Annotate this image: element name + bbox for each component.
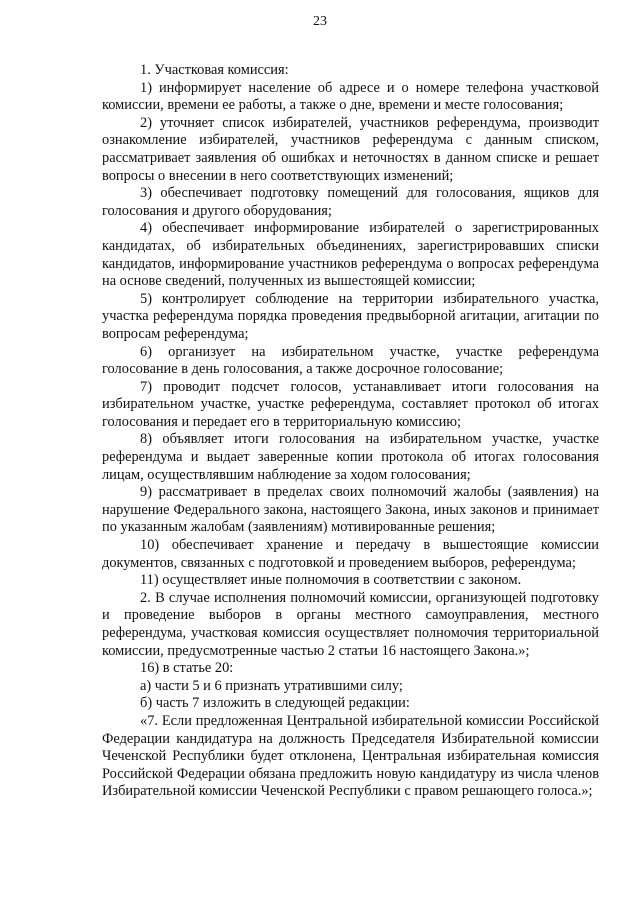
- paragraph-amendment-16: 16) в статье 20:: [140, 660, 234, 677]
- list-item-9: 9) рассматривает в пределах своих полномочий жалобы (заявления) на нарушение Федерального закона, настоящего Закона, иных законов и принимает по указанным жалобам (заявлениям) мотивированные решения;: [102, 484, 599, 536]
- list-item-6: 6) организует на избирательном участке, участке референдума голосование в день голосования, а также досрочное голосование;: [102, 343, 599, 378]
- list-item-8: 8) объявляет итоги голосования на избирательном участке, участке референдума и выдает заверенные копии протокола об итогах голосования лицам, осуществлявшим наблюдение за ходом голосования;: [102, 431, 599, 483]
- list-item-1: 1) информирует население об адресе и о номере телефона участковой комиссии, времени ее работы, а также о дне, времени и месте голосования;: [102, 79, 599, 114]
- paragraph-part-7-text: «7. Если предложенная Центральной избирательной комиссии Российской Федерации кандидатура на должность Председателя Избирательной комиссии Чеченской Республики будет отклонена, Центральная избирательная комиссия Российской Федерации обязана предложить новую кандидатуру из числа членов Избирательной комиссии Чеченской Республики с правом решающего голоса.»;: [102, 712, 599, 800]
- paragraph-subitem-b: б) часть 7 изложить в следующей редакции:: [140, 695, 410, 712]
- list-item-4: 4) обеспечивает информирование избирателей о зарегистрированных кандидатах, об избирательных объединениях, зарегистрировавших списки кандидатов, информирование участников референдума о вопросах референдума на основе сведений, полученных из вышестоящей комиссии;: [102, 220, 599, 290]
- paragraph-part-2: 2. В случае исполнения полномочий комиссии, организующей подготовку и проведение выборов в органы местного самоуправления, местного референдума, участковая комиссия осуществляет полномочия территориальной комиссии, предусмотренные частью 2 статьи 16 настоящего Закона.»;: [102, 589, 599, 659]
- paragraph-section-heading: 1. Участковая комиссия:: [140, 62, 289, 78]
- paragraph-subitem-a: а) части 5 и 6 признать утратившими силу;: [140, 677, 403, 694]
- list-item-2: 2) уточняет список избирателей, участников референдума, производит ознакомление избирателей, участников референдума с данным списком, рассматривает заявления об ошибках и неточностях в данном списке и решает вопросы о внесении в него соответствующих изменений;: [102, 114, 599, 184]
- list-item-3: 3) обеспечивает подготовку помещений для голосования, ящиков для голосования и другого оборудования;: [102, 185, 599, 219]
- list-item-7: 7) проводит подсчет голосов, устанавливает итоги голосования на избирательном участке, участке референдума, составляет протокол об итогах голосования и передает его в территориальную комиссию;: [102, 378, 599, 430]
- list-item-10: 10) обеспечивает хранение и передачу в вышестоящие комиссии документов, связанных с подготовкой и проведением выборов, референдума;: [102, 537, 599, 571]
- page-number: 23: [313, 14, 327, 29]
- list-item-11: 11) осуществляет иные полномочия в соответствии с законом.: [140, 572, 522, 589]
- list-item-5: 5) контролирует соблюдение на территории избирательного участка, участка референдума порядка проведения предвыборной агитации, агитации по вопросам референдума;: [102, 290, 599, 342]
- document-body: [102, 62, 599, 801]
